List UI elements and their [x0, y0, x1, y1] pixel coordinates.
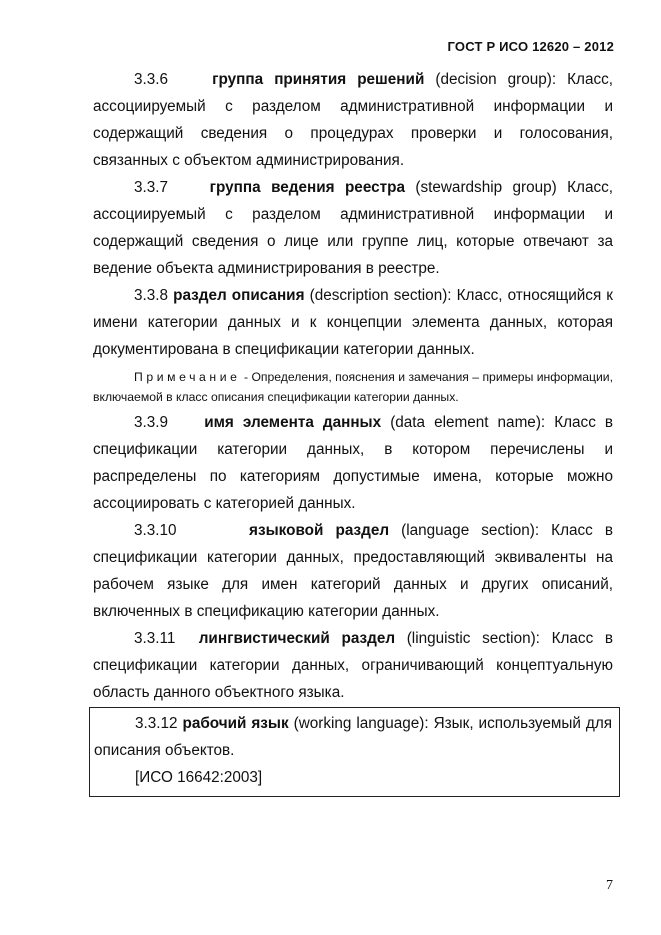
- boxed-entry-3-3-12: [89, 707, 620, 797]
- entry-number: 3.3.8: [134, 287, 169, 304]
- entry-term: группа ведения реестра: [209, 179, 405, 196]
- note-text: - Определения, пояснения и замечания – примеры информации, включаемой в класс описания спецификации категории данных.: [93, 370, 614, 404]
- entry-reference: [ИСО 16642:2003]: [135, 769, 263, 786]
- entry-term: группа принятия решений: [212, 71, 425, 88]
- document-body: [93, 66, 613, 797]
- entry-term: лингвистический раздел: [198, 630, 396, 647]
- entry-number: 3.3.10: [134, 522, 177, 539]
- entry-3-3-6: [93, 66, 613, 174]
- entry-term: языковой раздел: [249, 522, 390, 539]
- note-paragraph: [93, 363, 613, 409]
- entry-3-3-11: [93, 625, 613, 706]
- entry-number: 3.3.6: [134, 71, 169, 88]
- entry-number: 3.3.9: [134, 414, 169, 431]
- entry-term: рабочий язык: [182, 715, 289, 732]
- entry-definition: (description section): Класс, относящийся к имени категории данных и к концепции элемента данных, которая документирована в спецификации категории данных.: [93, 287, 614, 358]
- entry-3-3-9: [93, 409, 613, 517]
- page-number: 7: [606, 878, 613, 893]
- entry-3-3-7: [93, 174, 613, 282]
- entry-number: 3.3.11: [134, 630, 176, 647]
- entry-term: имя элемента данных: [204, 414, 382, 431]
- entry-definition: (linguistic section): Класс в спецификации категории данных, ограничивающий концептуальную область данного объектного языка.: [93, 630, 613, 701]
- entry-definition: (stewardship group) Класс, ассоциируемый с разделом административной информации и содержащий сведения о лице или группе лиц, которые отвечают за ведение объекта администрирования в реестре.: [93, 179, 614, 277]
- entry-definition: (language section): Класс в спецификации категории данных, предоставляющий эквиваленты на рабочем языке для имен категорий данных и других описаний, включенных в спецификацию категории данных.: [93, 522, 614, 620]
- entry-3-3-8: [93, 282, 613, 363]
- document-header: ГОСТ Р ИСО 12620 – 2012: [447, 39, 614, 54]
- entry-definition: (data element name): Класс в спецификации категории данных, в котором перечислены и распределены по категориям допустимые имена, которые можно ассоциировать с категорией данных.: [93, 414, 614, 512]
- entry-definition: (decision group): Класс, ассоциируемый с разделом административной информации и содержащий сведения о процедурах проверки и голосования, связанных с объектом администрирования.: [93, 71, 614, 169]
- entry-definition: (working language): Язык, используемый для описания объектов.: [94, 715, 613, 759]
- entry-number: 3.3.12: [135, 715, 178, 732]
- entry-3-3-12: [94, 710, 612, 764]
- entry-term: раздел описания: [173, 287, 305, 304]
- note-label: Примечание: [134, 370, 241, 384]
- entry-number: 3.3.7: [134, 179, 169, 196]
- entry-3-3-10: [93, 517, 613, 625]
